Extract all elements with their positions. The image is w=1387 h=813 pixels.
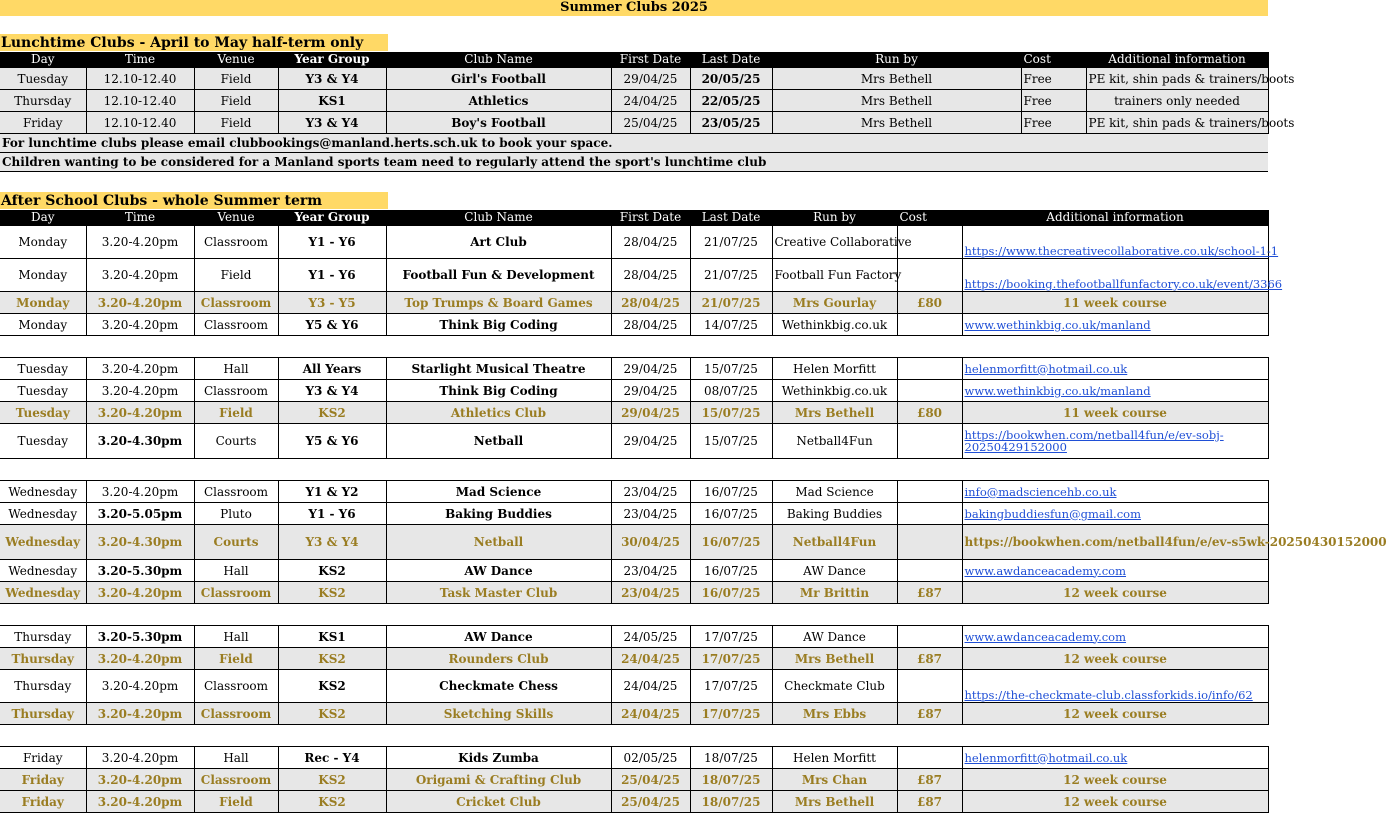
cell-venue: Field (194, 791, 278, 813)
cell-day: Monday (0, 226, 86, 259)
cell-runby: Wethinkbig.co.uk (772, 314, 897, 336)
after-school-table (0, 210, 1387, 813)
cell-venue: Field (194, 68, 278, 90)
cell-day: Wednesday (0, 481, 86, 503)
cell-cost (897, 503, 962, 525)
table-row (0, 791, 1268, 813)
cell-first: 23/04/25 (611, 481, 690, 503)
cell-club: Think Big Coding (386, 314, 611, 336)
cell-last: 21/07/25 (690, 292, 772, 314)
cell-first: 29/04/25 (611, 68, 690, 90)
cell-last: 18/07/25 (690, 747, 772, 769)
cell-day: Thursday (0, 90, 86, 112)
cell-last: 17/07/25 (690, 648, 772, 670)
cell-time: 3.20-5.30pm (86, 626, 194, 648)
cell-info: 11 week course (962, 402, 1268, 424)
cell-runby: Netball4Fun (772, 424, 897, 459)
cell-runby: Baking Buddies (772, 503, 897, 525)
spacer-cell (0, 725, 1268, 747)
cell-year: Y1 - Y6 (278, 259, 386, 292)
cell-year: Rec - Y4 (278, 747, 386, 769)
cell-cost (897, 314, 962, 336)
cell-day: Wednesday (0, 503, 86, 525)
cell-club: Top Trumps & Board Games (386, 292, 611, 314)
cell-cost: £80 (897, 402, 962, 424)
cell-club: AW Dance (386, 626, 611, 648)
cell-runby: Mr Brittin (772, 582, 897, 604)
cell-last: 15/07/25 (690, 402, 772, 424)
col-club-name: Club Name (386, 52, 611, 68)
cell-time: 3.20-4.20pm (86, 226, 194, 259)
cell-info-link[interactable]: https://bookwhen.com/netball4fun/e/ev-sobj-20250429152000 (962, 424, 1268, 459)
cell-info: 12 week course (962, 648, 1268, 670)
spacer-row (0, 459, 1268, 481)
cell-first: 25/04/25 (611, 112, 690, 134)
cell-runby: Creative Collaborative (772, 226, 897, 259)
cell-runby: Mrs Bethell (772, 648, 897, 670)
spacer-cell (0, 604, 1268, 626)
cell-year: Y3 & Y4 (278, 112, 386, 134)
cell-last: 21/07/25 (690, 226, 772, 259)
cell-cost (897, 424, 962, 459)
cell-day: Friday (0, 747, 86, 769)
cell-first: 28/04/25 (611, 226, 690, 259)
col-last-date: Last Date (690, 52, 772, 68)
cell-day: Thursday (0, 648, 86, 670)
cell-venue: Classroom (194, 670, 278, 703)
cell-first: 24/05/25 (611, 626, 690, 648)
col-additional-info: Additional information (1086, 52, 1268, 68)
col-first-date: First Date (611, 52, 690, 68)
cell-last: 08/07/25 (690, 380, 772, 402)
table-row (0, 503, 1268, 525)
cell-runby: Mrs Ebbs (772, 703, 897, 725)
cell-info: https://bookwhen.com/netball4fun/e/ev-s5wk-20250430152000 (962, 525, 1268, 560)
cell-day: Thursday (0, 703, 86, 725)
cell-club: Athletics Club (386, 402, 611, 424)
cell-last: 22/05/25 (690, 90, 772, 112)
table-row (0, 747, 1268, 769)
cell-runby: Mrs Bethell (772, 112, 1021, 134)
cell-venue: Classroom (194, 769, 278, 791)
table-row (0, 648, 1268, 670)
cell-venue: Field (194, 648, 278, 670)
cell-day: Tuesday (0, 358, 86, 380)
lunchtime-section-title: Lunchtime Clubs - April to May half-term only (0, 34, 388, 51)
col-day: Day (0, 210, 86, 226)
cell-venue: Hall (194, 560, 278, 582)
cell-club: Checkmate Chess (386, 670, 611, 703)
cell-last: 15/07/25 (690, 424, 772, 459)
cell-runby: Mrs Chan (772, 769, 897, 791)
cell-time: 3.20-4.20pm (86, 791, 194, 813)
cell-year: Y3 & Y4 (278, 525, 386, 560)
cell-venue: Hall (194, 747, 278, 769)
cell-runby: Mrs Bethell (772, 791, 897, 813)
cell-year: KS2 (278, 560, 386, 582)
col-additional-info: Additional information (962, 210, 1268, 226)
cell-runby: Mad Science (772, 481, 897, 503)
cell-info-link[interactable]: www.awdanceacademy.com (962, 626, 1268, 648)
cell-info: PE kit, shin pads & trainers/boots (1086, 68, 1268, 90)
cell-year: All Years (278, 358, 386, 380)
cell-runby: Mrs Bethell (772, 402, 897, 424)
cell-info-link[interactable]: https://booking.thefootballfunfactory.co.uk/event/3366 (962, 259, 1268, 292)
cell-club: Netball (386, 525, 611, 560)
cell-first: 24/04/25 (611, 648, 690, 670)
lunchtime-header-row (0, 52, 1268, 68)
cell-club: Kids Zumba (386, 747, 611, 769)
spacer-row (0, 604, 1268, 626)
cell-year: KS2 (278, 402, 386, 424)
cell-time: 3.20-4.20pm (86, 582, 194, 604)
cell-info-link[interactable]: helenmorfitt@hotmail.co.uk (962, 358, 1268, 380)
table-row (0, 292, 1268, 314)
table-row (0, 582, 1268, 604)
page-title: Summer Clubs 2025 (0, 0, 1268, 16)
cell-year: KS2 (278, 769, 386, 791)
cell-info: 12 week course (962, 582, 1268, 604)
cell-year: Y3 & Y4 (278, 68, 386, 90)
cell-day: Tuesday (0, 68, 86, 90)
cell-venue: Classroom (194, 481, 278, 503)
cell-info: 12 week course (962, 791, 1268, 813)
cell-last: 23/05/25 (690, 112, 772, 134)
table-row (0, 703, 1268, 725)
cell-day: Friday (0, 112, 86, 134)
cell-club: Netball (386, 424, 611, 459)
cell-year: Y5 & Y6 (278, 424, 386, 459)
col-run-by: Run by (772, 210, 897, 226)
cell-first: 25/04/25 (611, 769, 690, 791)
cell-club: Girl's Football (386, 68, 611, 90)
spacer-cell (0, 336, 1268, 358)
cell-first: 28/04/25 (611, 259, 690, 292)
cell-year: Y3 - Y5 (278, 292, 386, 314)
cell-info-link[interactable]: www.awdanceacademy.com (962, 560, 1268, 582)
cell-info: 11 week course (962, 292, 1268, 314)
cell-runby: Netball4Fun (772, 525, 897, 560)
col-run-by: Run by (772, 52, 1021, 68)
lunchtime-booking-note: For lunchtime clubs please email clubbookings@manland.herts.sch.uk to book your space. (0, 134, 1268, 153)
after-school-header-row (0, 210, 1268, 226)
cell-last: 17/07/25 (690, 670, 772, 703)
cell-day: Thursday (0, 670, 86, 703)
cell-year: Y1 - Y6 (278, 503, 386, 525)
col-time: Time (86, 210, 194, 226)
cell-cost: £87 (897, 648, 962, 670)
table-row (0, 481, 1268, 503)
cell-info-link[interactable]: www.wethinkbig.co.uk/manland (962, 314, 1268, 336)
cell-first: 02/05/25 (611, 747, 690, 769)
cell-last: 16/07/25 (690, 582, 772, 604)
cell-last: 15/07/25 (690, 358, 772, 380)
cell-day: Tuesday (0, 380, 86, 402)
cell-day: Tuesday (0, 402, 86, 424)
cell-day: Monday (0, 314, 86, 336)
cell-club: Sketching Skills (386, 703, 611, 725)
cell-time: 3.20-4.30pm (86, 525, 194, 560)
col-last-date: Last Date (690, 210, 772, 226)
cell-cost: £87 (897, 791, 962, 813)
cell-club: Starlight Musical Theatre (386, 358, 611, 380)
table-row (0, 112, 1268, 134)
cell-year: Y3 & Y4 (278, 380, 386, 402)
cell-first: 24/04/25 (611, 670, 690, 703)
cell-last: 20/05/25 (690, 68, 772, 90)
cell-time: 3.20-4.20pm (86, 259, 194, 292)
cell-year: KS2 (278, 582, 386, 604)
cell-first: 23/04/25 (611, 560, 690, 582)
table-row (0, 670, 1268, 703)
cell-time: 3.20-4.20pm (86, 358, 194, 380)
cell-club: Mad Science (386, 481, 611, 503)
cell-year: KS2 (278, 670, 386, 703)
cell-venue: Pluto (194, 503, 278, 525)
cell-year: Y1 - Y6 (278, 226, 386, 259)
cell-venue: Hall (194, 358, 278, 380)
cell-year: KS2 (278, 791, 386, 813)
cell-time: 3.20-4.20pm (86, 380, 194, 402)
col-cost: Cost (897, 210, 962, 226)
cell-last: 16/07/25 (690, 481, 772, 503)
table-row (0, 358, 1268, 380)
cell-runby: Helen Morfitt (772, 358, 897, 380)
cell-year: KS1 (278, 626, 386, 648)
cell-cost (897, 380, 962, 402)
cell-first: 28/04/25 (611, 314, 690, 336)
table-row (0, 314, 1268, 336)
lunchtime-sports-team-note: Children wanting to be considered for a Manland sports team need to regularly attend the sport's lunchtime club (0, 153, 1268, 172)
cell-info-link[interactable]: www.wethinkbig.co.uk/manland (962, 380, 1268, 402)
col-day: Day (0, 52, 86, 68)
cell-time: 3.20-4.20pm (86, 747, 194, 769)
cell-runby: Helen Morfitt (772, 747, 897, 769)
cell-first: 29/04/25 (611, 402, 690, 424)
cell-last: 17/07/25 (690, 703, 772, 725)
cell-venue: Courts (194, 525, 278, 560)
col-cost: Cost (1021, 52, 1086, 68)
cell-venue: Field (194, 402, 278, 424)
table-row (0, 525, 1268, 560)
after-school-section-title: After School Clubs - whole Summer term (0, 192, 388, 209)
table-row (0, 769, 1268, 791)
cell-venue: Field (194, 112, 278, 134)
cell-cost: £80 (897, 292, 962, 314)
col-venue: Venue (194, 210, 278, 226)
cell-venue: Classroom (194, 226, 278, 259)
cell-day: Friday (0, 769, 86, 791)
cell-club: Football Fun & Development (386, 259, 611, 292)
cell-club: Origami & Crafting Club (386, 769, 611, 791)
cell-time: 12.10-12.40 (86, 112, 194, 134)
table-row (0, 380, 1268, 402)
cell-venue: Field (194, 259, 278, 292)
table-row (0, 626, 1268, 648)
cell-venue: Classroom (194, 314, 278, 336)
col-club-name: Club Name (386, 210, 611, 226)
cell-club: Baking Buddies (386, 503, 611, 525)
cell-time: 3.20-4.20pm (86, 481, 194, 503)
cell-day: Friday (0, 791, 86, 813)
cell-runby: Checkmate Club (772, 670, 897, 703)
table-row (0, 68, 1268, 90)
cell-first: 25/04/25 (611, 791, 690, 813)
spacer-row (0, 725, 1268, 747)
cell-time: 3.20-4.20pm (86, 292, 194, 314)
cell-cost: Free (1021, 112, 1086, 134)
cell-time: 3.20-4.20pm (86, 648, 194, 670)
cell-time: 3.20-4.30pm (86, 424, 194, 459)
cell-venue: Classroom (194, 380, 278, 402)
cell-info: 12 week course (962, 769, 1268, 791)
cell-first: 23/04/25 (611, 582, 690, 604)
cell-time: 3.20-4.20pm (86, 402, 194, 424)
cell-cost: £87 (897, 582, 962, 604)
cell-cost (897, 259, 962, 292)
cell-cost: Free (1021, 90, 1086, 112)
cell-runby: Wethinkbig.co.uk (772, 380, 897, 402)
cell-day: Tuesday (0, 424, 86, 459)
col-venue: Venue (194, 52, 278, 68)
cell-day: Thursday (0, 626, 86, 648)
cell-time: 12.10-12.40 (86, 68, 194, 90)
cell-first: 24/04/25 (611, 703, 690, 725)
cell-venue: Courts (194, 424, 278, 459)
cell-day: Wednesday (0, 560, 86, 582)
cell-cost (897, 525, 962, 560)
cell-year: KS2 (278, 648, 386, 670)
cell-venue: Hall (194, 626, 278, 648)
cell-last: 17/07/25 (690, 626, 772, 648)
cell-info-link[interactable]: https://www.thecreativecollaborative.co.uk/school-1-1 (962, 226, 1268, 259)
lunchtime-table (0, 52, 1295, 172)
cell-club: Rounders Club (386, 648, 611, 670)
lunchtime-note-row (0, 134, 1268, 153)
cell-last: 16/07/25 (690, 503, 772, 525)
cell-day: Wednesday (0, 582, 86, 604)
cell-first: 28/04/25 (611, 292, 690, 314)
spacer-row (0, 336, 1268, 358)
cell-time: 3.20-5.30pm (86, 560, 194, 582)
col-time: Time (86, 52, 194, 68)
table-row (0, 90, 1268, 112)
cell-time: 3.20-4.20pm (86, 314, 194, 336)
table-row (0, 402, 1268, 424)
cell-last: 16/07/25 (690, 525, 772, 560)
cell-time: 3.20-4.20pm (86, 769, 194, 791)
cell-year: KS2 (278, 703, 386, 725)
cell-info-link[interactable]: bakingbuddiesfun@gmail.com (962, 503, 1268, 525)
cell-info: PE kit, shin pads & trainers/boots (1086, 112, 1268, 134)
col-year-group: Year Group (278, 52, 386, 68)
cell-cost: Free (1021, 68, 1086, 90)
cell-info: trainers only needed (1086, 90, 1268, 112)
cell-info: 12 week course (962, 703, 1268, 725)
table-row (0, 424, 1268, 459)
cell-runby: AW Dance (772, 626, 897, 648)
cell-cost (897, 560, 962, 582)
cell-venue: Classroom (194, 292, 278, 314)
cell-club: Boy's Football (386, 112, 611, 134)
cell-info-link[interactable]: helenmorfitt@hotmail.co.uk (962, 747, 1268, 769)
cell-cost (897, 747, 962, 769)
lunchtime-note-row (0, 153, 1268, 172)
cell-club: AW Dance (386, 560, 611, 582)
table-row (0, 226, 1268, 259)
cell-runby: Mrs Bethell (772, 90, 1021, 112)
cell-last: 18/07/25 (690, 769, 772, 791)
cell-last: 14/07/25 (690, 314, 772, 336)
spacer-cell (0, 459, 1268, 481)
cell-club: Cricket Club (386, 791, 611, 813)
cell-time: 12.10-12.40 (86, 90, 194, 112)
table-row (0, 259, 1268, 292)
cell-runby: AW Dance (772, 560, 897, 582)
cell-cost (897, 481, 962, 503)
cell-day: Monday (0, 292, 86, 314)
cell-first: 29/04/25 (611, 358, 690, 380)
cell-cost: £87 (897, 769, 962, 791)
cell-first: 29/04/25 (611, 424, 690, 459)
cell-club: Art Club (386, 226, 611, 259)
cell-cost (897, 626, 962, 648)
cell-last: 18/07/25 (690, 791, 772, 813)
cell-first: 23/04/25 (611, 503, 690, 525)
cell-runby: Mrs Bethell (772, 68, 1021, 90)
cell-last: 16/07/25 (690, 560, 772, 582)
cell-club: Athletics (386, 90, 611, 112)
cell-club: Task Master Club (386, 582, 611, 604)
cell-runby: Mrs Gourlay (772, 292, 897, 314)
cell-cost: £87 (897, 703, 962, 725)
cell-venue: Classroom (194, 582, 278, 604)
cell-last: 21/07/25 (690, 259, 772, 292)
cell-year: KS1 (278, 90, 386, 112)
table-row (0, 560, 1268, 582)
cell-runby: Football Fun Factory (772, 259, 897, 292)
col-first-date: First Date (611, 210, 690, 226)
cell-cost (897, 670, 962, 703)
cell-year: Y1 & Y2 (278, 481, 386, 503)
cell-venue: Field (194, 90, 278, 112)
cell-day: Wednesday (0, 525, 86, 560)
cell-first: 30/04/25 (611, 525, 690, 560)
cell-info-link[interactable]: info@madsciencehb.co.uk (962, 481, 1268, 503)
cell-first: 29/04/25 (611, 380, 690, 402)
col-year-group: Year Group (278, 210, 386, 226)
cell-venue: Classroom (194, 703, 278, 725)
cell-first: 24/04/25 (611, 90, 690, 112)
cell-time: 3.20-4.20pm (86, 703, 194, 725)
cell-day: Monday (0, 259, 86, 292)
cell-year: Y5 & Y6 (278, 314, 386, 336)
cell-cost (897, 358, 962, 380)
cell-info-link[interactable]: https://the-checkmate-club.classforkids.io/info/62 (962, 670, 1268, 703)
cell-club: Think Big Coding (386, 380, 611, 402)
cell-time: 3.20-5.05pm (86, 503, 194, 525)
cell-time: 3.20-4.20pm (86, 670, 194, 703)
